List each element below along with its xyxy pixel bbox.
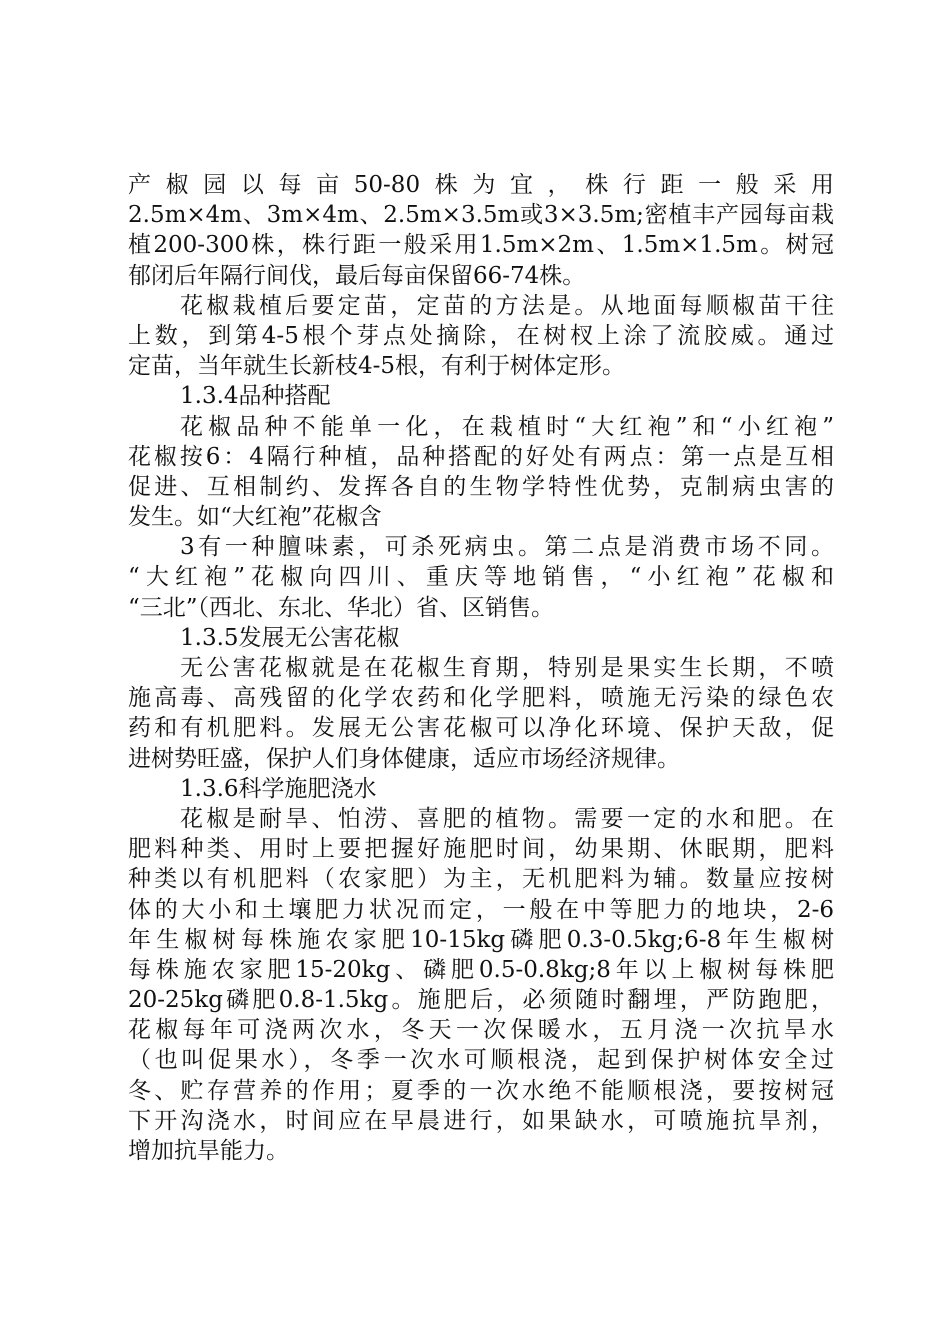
text-line: 20-25kg磷肥0.8-1.5kg。施肥后，必须随时翻埋，严防跑肥， — [128, 987, 834, 1014]
text-line: 花椒每年可浇两次水，冬天一次保暖水，五月浇一次抗旱水 — [128, 1017, 834, 1044]
text-line: 花椒品种不能单一化，在栽植时“大红袍”和“小红袍” — [180, 413, 834, 440]
text-line: 下开沟浇水，时间应在早晨进行，如果缺水，可喷施抗旱剂， — [128, 1107, 834, 1134]
paragraph-variety-matching — [128, 412, 834, 533]
text-line: 定苗，当年就生长新枝4-5根，有利于树体定形。 — [128, 353, 626, 380]
text-line: 3有一种膻味素，可杀死病虫。第二点是消费市场不同。 — [180, 534, 834, 561]
text-line: 上数，到第4-5根个芽点处摘除，在树杈上涂了流胶威。通过 — [128, 322, 834, 349]
section-heading-1-3-4: 1.3.4品种搭配 — [180, 383, 331, 410]
text-line: 增加抗旱能力。 — [128, 1138, 289, 1164]
paragraph-fertilizing-watering — [128, 804, 834, 1166]
text-line: 年生椒树每株施农家肥10-15kg磷肥0.3-0.5kg;6-8年生椒树 — [128, 926, 834, 953]
text-line: 花椒按6：4隔行种植，品种搭配的好处有两点：第一点是互相 — [128, 443, 834, 470]
text-line: 进树势旺盛，保护人们身体健康，适应市场经济规律。 — [128, 745, 680, 772]
text-line: 植200-300株，株行距一般采用1.5m×2m、1.5m×1.5m。树冠 — [128, 232, 834, 259]
text-line: 促进、互相制约、发挥各自的生物学特性优势，克制病虫害的 — [128, 473, 834, 500]
paragraph-market — [128, 532, 834, 623]
section-heading-1-3-5: 1.3.5发展无公害花椒 — [180, 624, 400, 651]
text-line: 冬、贮存营养的作用；夏季的一次水绝不能顺根浇，要按树冠 — [128, 1077, 834, 1104]
text-line: 药和有机肥料。发展无公害花椒可以净化环境、保护天敌，促 — [128, 715, 834, 742]
text-line: 花椒是耐旱、怕涝、喜肥的植物。需要一定的水和肥。在 — [180, 805, 834, 832]
text-line: 肥料种类、用时上要把握好施肥时间，幼果期、休眠期，肥料 — [128, 836, 834, 863]
text-line: 产椒园以每亩50-80株为宜，株行距一般采用 — [128, 172, 834, 198]
text-line: 施高毒、高残留的化学农药和化学肥料，喷施无污染的绿色农 — [128, 685, 834, 712]
text-line: “三北”（西北、东北、华北）省、区销售。 — [128, 594, 555, 621]
document-page — [128, 170, 834, 1166]
paragraph-planting-density — [128, 170, 834, 291]
paragraph-seedling-fixing — [128, 291, 834, 382]
text-line: “大红袍”花椒向四川、重庆等地销售，“小红袍”花椒和 — [128, 564, 834, 591]
text-line: 无公害花椒就是在花椒生育期，特别是果实生长期，不喷 — [180, 655, 834, 681]
text-line: （也叫促果水），冬季一次水可顺根浇，起到保护树体安全过 — [128, 1047, 834, 1074]
text-line: 2.5m×4m、3m×4m、2.5m×3.5m或3×3.5m;密植丰产园每亩栽 — [128, 202, 834, 229]
text-line: 体的大小和土壤肥力状况而定，一般在中等肥力的地块，2-6 — [128, 896, 834, 923]
text-line: 每株施农家肥15-20kg、磷肥0.5-0.8kg;8年以上椒树每株肥 — [128, 956, 834, 983]
text-line: 郁闭后年隔行间伐，最后每亩保留66-74株。 — [128, 262, 586, 289]
text-line: 种类以有机肥料（农家肥）为主，无机肥料为辅。数量应按树 — [128, 866, 834, 893]
text-line: 花椒栽植后要定苗，定苗的方法是。从地面每顺椒苗干往 — [180, 292, 834, 319]
text-line: 发生。如“大红袍”花椒含 — [128, 504, 382, 531]
section-heading-1-3-6: 1.3.6科学施肥浇水 — [180, 775, 377, 802]
paragraph-pollution-free — [128, 653, 834, 774]
